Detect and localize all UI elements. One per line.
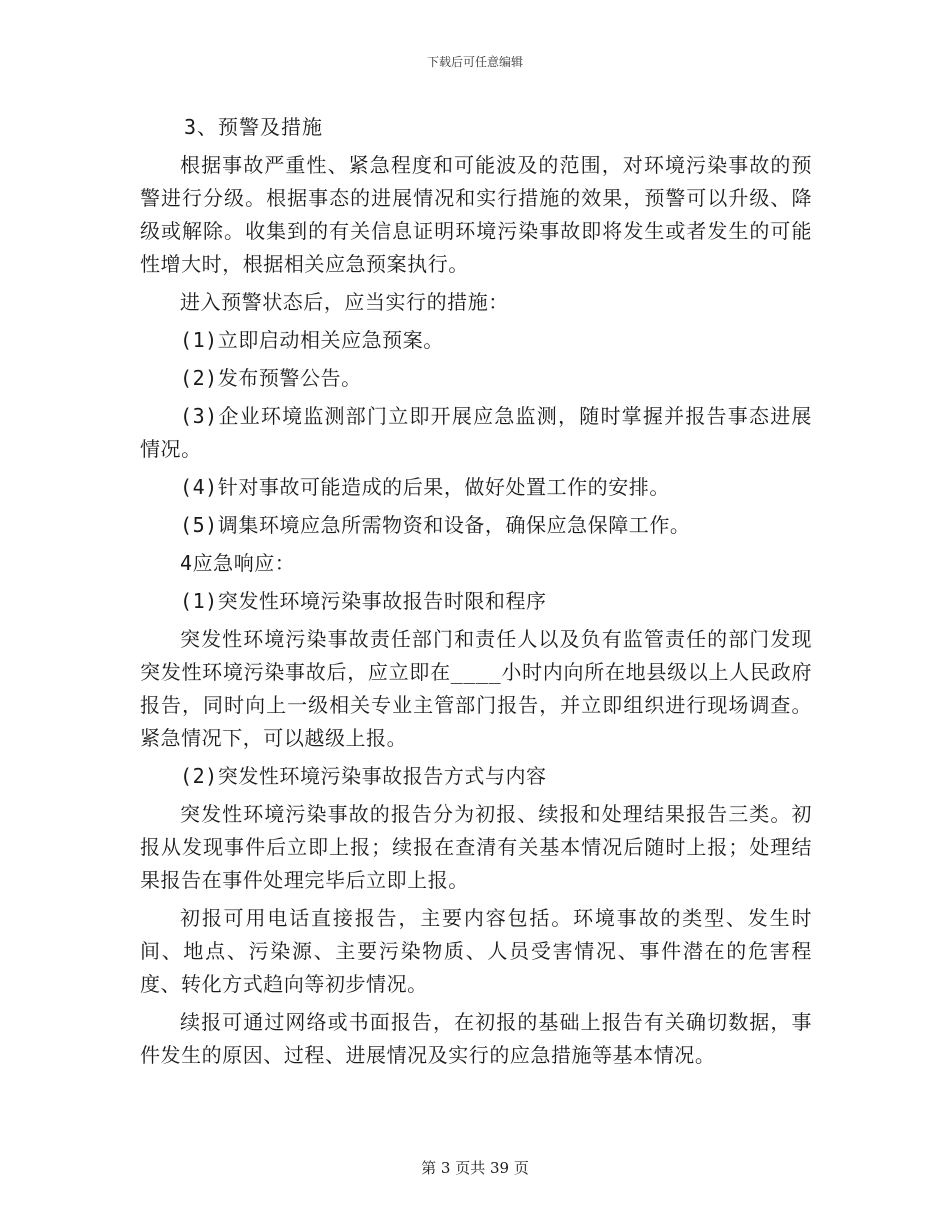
paragraph-report-types: 突发性环境污染事故的报告分为初报、续报和处理结果报告三类。初报从发现事件后立即上报；续报在查清有关基本情况后随时上报；处理结果报告在事件处理完毕后立即上报。 <box>140 802 812 892</box>
list-item-measure-2: (2)发布预警公告。 <box>180 366 362 390</box>
section-heading-warning: 3、预警及措施 <box>184 115 324 139</box>
list-item-measure-3: (3)企业环境监测部门立即开展应急监测，随时掌握并报告事态进展情况。 <box>140 404 812 461</box>
list-item-measure-4: (4)针对事故可能造成的后果，做好处置工作的安排。 <box>180 475 670 499</box>
list-item-measure-1: (1)立即启动相关应急预案。 <box>180 328 444 352</box>
subheading-report-method: (2)突发性环境污染事故报告方式与内容 <box>180 764 547 788</box>
paragraph-initial-report: 初报可用电话直接报告，主要内容包括。环境事故的类型、发生时间、地点、污染源、主要污染物质、人员受害情况、事件潜在的危害程度、转化方式趋向等初步情况。 <box>140 906 812 996</box>
document-body <box>140 111 812 1077</box>
section-heading-response: 4应急响应： <box>180 551 296 575</box>
subheading-report-timing: (1)突发性环境污染事故报告时限和程序 <box>180 589 547 613</box>
paragraph-report-timing: 突发性环境污染事故责任部门和责任人以及负有监管责任的部门发现突发性环境污染事故后，应立即在____小时内向所在地县级以上人民政府报告，同时向上一级相关专业主管部门报告，并立即组织进行现场调查。紧急情况下，可以越级上报。 <box>140 627 812 750</box>
paragraph-warning-levels: 根据事故严重性、紧急程度和可能波及的范围，对环境污染事故的预警进行分级。根据事态的进展情况和实行措施的效果，预警可以升级、降级或解除。收集到的有关信息证明环境污染事故即将发生或者发生的可能性增大时，根据相关应急预案执行。 <box>140 153 812 276</box>
paragraph-follow-up-report: 续报可通过网络或书面报告，在初报的基础上报告有关确切数据，事件发生的原因、过程、进展情况及实行的应急措施等基本情况。 <box>140 1010 812 1067</box>
page-footer: 第 3 页共 39 页 <box>421 1159 529 1177</box>
list-item-measure-5: (5)调集环境应急所需物资和设备，确保应急保障工作。 <box>180 513 691 537</box>
paragraph-warning-measures-intro: 进入预警状态后，应当实行的措施： <box>180 290 509 314</box>
page-header: 下载后可任意编辑 <box>426 55 523 69</box>
